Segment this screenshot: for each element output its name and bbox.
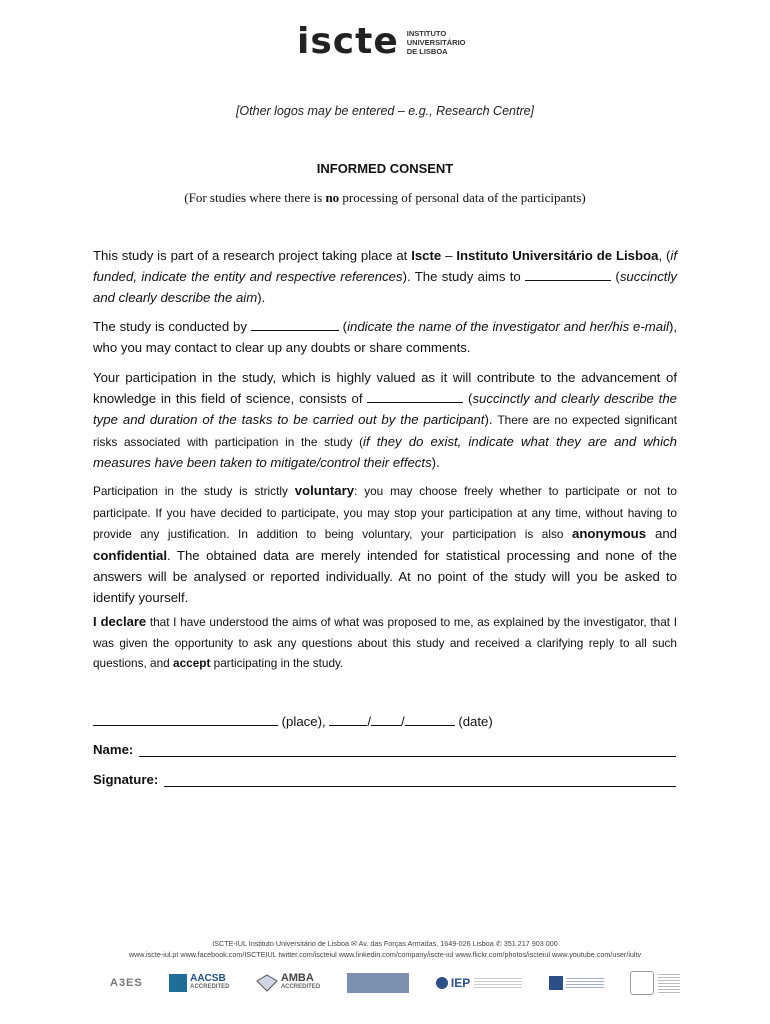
day-field[interactable]	[329, 712, 367, 726]
footer-address: ISCTE-IUL Instituto Universitário de Lisboa ✉ Av. das Forças Armadas, 1649-026 Lisboa ✆ 351 217 903 000	[212, 939, 558, 948]
iep-logo: IEP	[435, 975, 522, 991]
logo-sub-line: UNIVERSITÁRIO	[406, 37, 466, 47]
ranking-logo	[347, 973, 409, 993]
name-field[interactable]	[139, 744, 676, 757]
paragraph-declaration: I declare that I have understood the aims of what was proposed to me, as explained by the investigator, that I was given the opportunity to ask any questions about this study and received a clarifying reply to all such questions, and accept participating in the study.	[93, 614, 677, 670]
amba-logo: AMBA ACCREDITED	[256, 974, 320, 992]
signature-label: Signature:	[93, 772, 159, 787]
logo-subtitle	[407, 29, 466, 56]
aacsb-logo: AACSB ACCREDITED	[169, 974, 229, 992]
globe-icon	[435, 975, 449, 991]
logo-sub-line: DE LISBOA	[406, 46, 448, 56]
a3es-logo: A3ES	[110, 977, 143, 989]
management-institute-logo	[549, 976, 604, 990]
name-label: Name:	[93, 742, 134, 757]
place-field[interactable]	[93, 712, 278, 726]
aim-blank[interactable]	[525, 267, 611, 281]
iscte-logo	[297, 21, 466, 62]
paragraph-participation: Your participation in the study, which is highly valued as it will contribute to the advancement of knowledge in this field of science, consists of (succinctly and clearly describe the type and duration of the tasks to be carried out by the participant). There are no expected significant risks associated with participation in the study (if they do exist, indicate what they are and which measures have been taken to mitigate/control their effects).	[93, 370, 677, 470]
investigator-blank[interactable]	[251, 317, 339, 331]
document-title: INFORMED CONSENT	[316, 161, 454, 176]
signature-field[interactable]	[164, 774, 676, 787]
footer-links: www.iscte-iul.pt www.facebook.com/ISCTEIUL twitter.com/iscteiul www.linkedin.com/company/iscte-iul www.flickr.com/photos/iscteiul www.youtube.com/user/iultv	[128, 950, 642, 959]
month-field[interactable]	[371, 712, 401, 726]
tasks-blank[interactable]	[367, 389, 463, 403]
year-field[interactable]	[405, 712, 455, 726]
signature-row	[93, 772, 676, 787]
paragraph-investigator: The study is conducted by (indicate the name of the investigator and her/his e-mail), who you may contact to clear up any doubts or share comments.	[93, 319, 677, 355]
logo-wordmark: iscte	[297, 21, 399, 62]
logo-sub-line: INSTITUTO	[406, 28, 447, 38]
other-logos-note: [Other logos may be entered – e.g., Research Centre]	[235, 104, 535, 118]
diamond-icon	[256, 974, 278, 992]
name-row	[93, 742, 676, 757]
accreditation-logos	[110, 967, 680, 999]
document-subtitle: (For studies where there is no processing of personal data of the participants)	[184, 190, 586, 205]
certification-logo	[630, 971, 680, 995]
paragraph-study-context: This study is part of a research project taking place at Iscte – Instituto Universitário de Lisboa, (if funded, indicate the entity and respective references). The study aims to (succinctly and clearly describe the aim).	[93, 248, 677, 305]
paragraph-voluntary: Participation in the study is strictly voluntary: you may choose freely whether to participate or not to participate. If you have decided to participate, you may stop your participation at any time, without having to provide any justification. In addition to being voluntary, your participation is also anonymous and confidential. The obtained data are merely intended for statistical processing and none of the answers will be analysed or reported individually. At no point of the study will you be asked to identify yourself.	[93, 483, 678, 605]
place-date-line: (place), / / (date)	[93, 712, 493, 729]
